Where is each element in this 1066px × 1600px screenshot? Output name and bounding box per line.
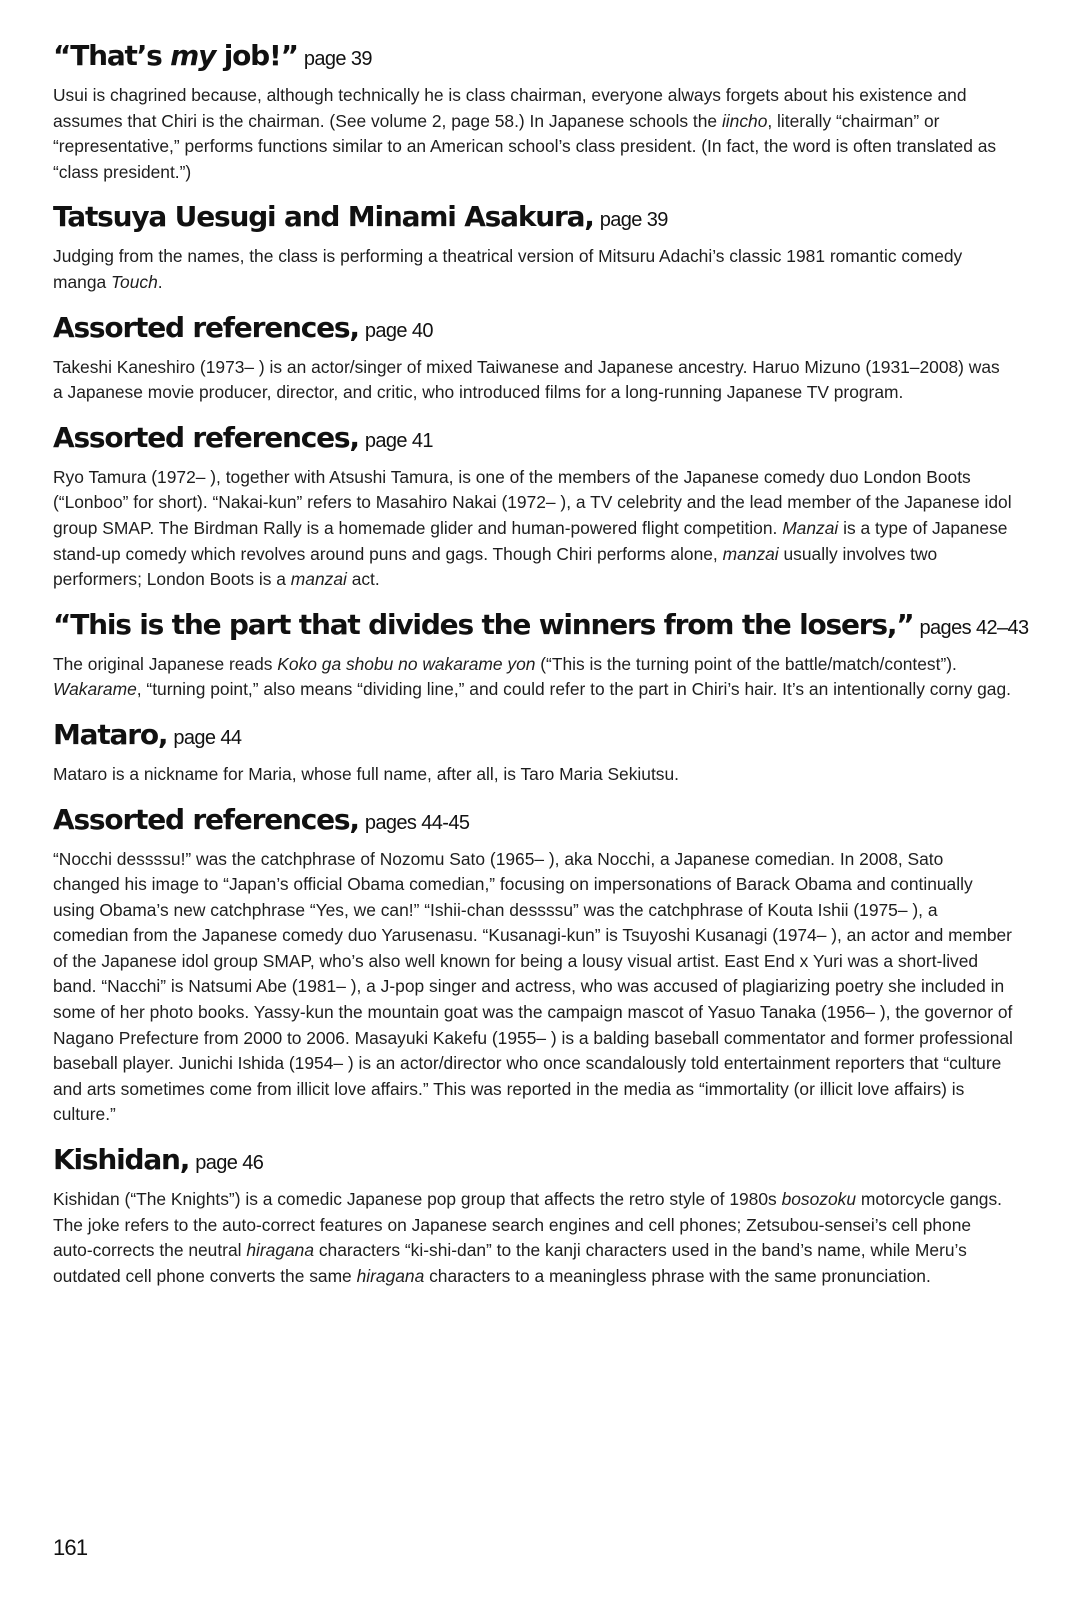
- note-heading: “That’s my job!” page 39: [53, 39, 372, 72]
- note-heading: Mataro, page 44: [53, 717, 242, 751]
- page-reference: page 41: [364, 429, 433, 452]
- note-heading: Kishidan, page 46: [53, 1143, 264, 1177]
- italic-term: my: [170, 39, 216, 72]
- note-entry: [53, 420, 1013, 593]
- note-body: “Nocchi dessssu!” was the catchphrase of Nozomu Sato (1965– ), aka Nocchi, a Japanese comedian. In 2008, Sato changed his image to “Japan’s official Obama comedian,” focusing on impersonations of Barack Obama and continually using Obama’s new catchphrase “Yes, we can!” “Ishii-chan dessssu” was the catchphrase of Kouta Ishii (1975– ), a comedian from the Japanese comedy duo Yarusenasu. “Kusanagi-kun” is Tsuyoshi Kusanagi (1974– ), an actor and member of the Japanese idol group SMAP, who’s also well known for being a lousy visual artist. East End x Yuri was a short-lived band. “Nacchi” is Natsumi Abe (1981– ), a J-pop singer and actress, who was accused of plagiarizing poetry she included in some of her photo books. Yassy-kun the mountain goat was the campaign mascot of Yasuo Tanaka (1956– ), the governor of Nagano Prefecture from 2000 to 2006. Masayuki Kakefu (1955– ) is a balding baseball commentator and former professional baseball player. Junichi Ishida (1954– ) is an actor/director who once scandalously told entertainment reporters that “culture and arts sometimes come from illicit love affairs.” This was reported in the media as “immortality (or illicit love affairs) is culture.”: [53, 848, 1013, 1125]
- note-heading: Tatsuya Uesugi and Minami Asakura, page 39: [53, 200, 668, 234]
- italic-term: manzai: [722, 543, 779, 564]
- italic-term: Wakarame: [53, 679, 137, 700]
- note-body: Judging from the names, the class is performing a theatrical version of Mitsuru Adachi’s classic 1981 romantic comedy manga Touch.: [53, 246, 963, 292]
- italic-term: manzai: [290, 569, 347, 590]
- italic-term: iincho: [721, 110, 768, 131]
- note-heading: Assorted references, pages 44-45: [53, 802, 470, 836]
- page-reference: pages 42–43: [919, 616, 1029, 639]
- note-entry: [53, 717, 1013, 788]
- italic-term: Touch: [111, 271, 158, 292]
- note-body: The original Japanese reads Koko ga shobu no wakarame yon (“This is the turning point of the battle/match/contest”). Wakarame, “turning point,” also means “dividing line,” and could refer to the part in Chiri’s hair. It’s an intentionally corny gag.: [53, 653, 1011, 700]
- italic-term: Koko ga shobu no wakarame yon: [277, 653, 536, 674]
- italic-term: bosozoku: [781, 1189, 857, 1210]
- page-reference: page 46: [195, 1152, 264, 1175]
- italic-term: hiragana: [356, 1265, 425, 1286]
- note-body: Usui is chagrined because, although technically he is class chairman, everyone always forgets about his existence and assumes that Chiri is the chairman. (See volume 2, page 58.) In Japanese schools the iincho, literally “chairman” or “representative,” performs functions similar to an American school’s class president. (In fact, the word is often translated as “class president.”): [53, 85, 997, 182]
- note-body: Mataro is a nickname for Maria, whose full name, after all, is Taro Maria Sekiutsu.: [53, 763, 679, 784]
- note-heading: Assorted references, page 41: [53, 420, 433, 454]
- note-body: Kishidan (“The Knights”) is a comedic Japanese pop group that affects the retro style of 1980s bosozoku motorcycle gangs. The joke refers to the auto-correct features on Japanese search engines and cell phones; Zetsubou-sensei’s cell phone auto-corrects the neutral hiragana characters “ki-shi-dan” to the kanji characters used in the band’s name, while Meru’s outdated cell phone converts the same hiragana characters to a meaningless phrase with the same pronunciation.: [53, 1189, 1002, 1286]
- page-reference: page 39: [599, 209, 668, 232]
- italic-term: hiragana: [246, 1240, 315, 1261]
- note-body: Takeshi Kaneshiro (1973– ) is an actor/singer of mixed Taiwanese and Japanese ancestry. Haruo Mizuno (1931–2008) was a Japanese movie producer, director, and critic, who introduced films for a long-running Japanese TV program.: [53, 356, 1000, 403]
- italic-term: Manzai: [782, 517, 839, 538]
- page-number: 161: [53, 1535, 88, 1560]
- note-entry: [53, 607, 1029, 703]
- page-reference: page 39: [303, 48, 372, 70]
- note-entry: [53, 802, 1013, 1129]
- notes-page: [53, 38, 1029, 1303]
- page-reference: pages 44-45: [364, 811, 470, 834]
- notes-list: [53, 38, 1029, 1289]
- note-heading: Assorted references, page 40: [53, 310, 433, 344]
- note-entry: [53, 1142, 1013, 1289]
- note-entry: [53, 199, 1013, 295]
- note-entry: [53, 310, 1013, 406]
- page-reference: page 44: [173, 726, 242, 749]
- note-entry: [53, 38, 1013, 185]
- note-heading: “This is the part that divides the winners from the losers,” pages 42–43: [53, 607, 1029, 641]
- note-body: Ryo Tamura (1972– ), together with Atsushi Tamura, is one of the members of the Japanese comedy duo London Boots (“Lonboo” for short). “Nakai-kun” refers to Masahiro Nakai (1972– ), a TV celebrity and the lead member of the Japanese idol group SMAP. The Birdman Rally is a homemade glider and human-powered flight competition. Manzai is a type of Japanese stand-up comedy which revolves around puns and gags. Though Chiri performs alone, manzai usually involves two performers; London Boots is a manzai act.: [53, 466, 1012, 590]
- page-reference: page 40: [364, 319, 433, 342]
